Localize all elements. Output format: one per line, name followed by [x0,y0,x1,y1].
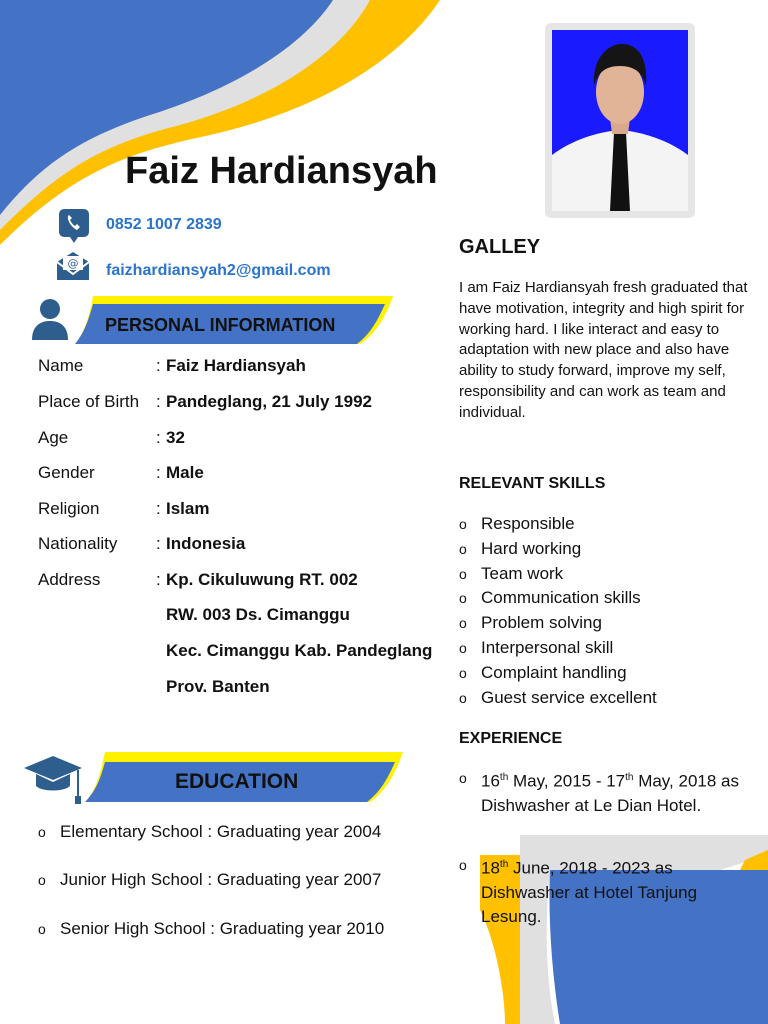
skill-item: o Guest service excellent [459,686,657,711]
skills-title: RELEVANT SKILLS [459,475,606,492]
info-colon: : [156,392,161,411]
info-row [38,392,372,412]
email-icon [55,250,91,282]
profile-photo [552,30,688,211]
person-icon [30,298,70,340]
info-value: Male [166,463,204,482]
education-item: o Junior High School : Graduating year 2007 [38,870,382,889]
info-row [38,356,306,376]
bullet: o [459,689,467,706]
info-label: Religion [38,499,100,518]
info-row [38,570,358,590]
email-address[interactable]: faizhardiansyah2@gmail.com [106,262,331,279]
experience-title: EXPERIENCE [459,730,563,747]
info-label: Age [38,428,69,447]
bullet: o [38,824,46,840]
skill-item: o Hard working [459,537,657,562]
skill-item: o Communication skills [459,586,657,611]
info-label: Place of Birth [38,392,140,411]
experience-item: o 18th June, 2018 - 2023 as Dishwasher at Hotel Tanjung Lesung. [459,853,759,929]
education-item: o Senior High School : Graduating year 2010 [38,919,385,938]
info-label: Address [38,570,101,589]
bullet: o [38,872,46,888]
info-colon: : [156,463,161,482]
info-row [38,428,185,448]
experience-item: o 16th May, 2015 - 17th May, 2018 as Dishwasher at Le Dian Hotel. [459,766,759,818]
phone-icon [58,208,90,244]
info-colon: : [156,534,161,553]
info-colon: : [156,570,161,589]
bullet: o [459,590,467,607]
info-value: Islam [166,499,210,518]
info-value: Indonesia [166,534,246,553]
address-line: Kec. Cimanggu Kab. Pandeglang [166,641,433,660]
bullet: o [459,615,467,632]
skill-item: o Responsible [459,512,657,537]
bullet: o [459,770,467,786]
info-row [38,499,209,519]
info-value: Faiz Hardiansyah [166,356,306,375]
education-item: o Elementary School : Graduating year 2004 [38,822,382,841]
bullet: o [459,565,467,582]
info-colon: : [156,499,161,518]
skill-item: o Team work [459,562,657,587]
info-value: Kp. Cikuluwung RT. 002 [166,570,358,589]
skill-item: o Interpersonal skill [459,636,657,661]
personal-info-title: PERSONAL INFORMATION [105,315,336,335]
phone-number[interactable]: 0852 1007 2839 [106,216,222,233]
info-value: 32 [166,428,185,447]
info-colon: : [156,356,161,375]
bullet: o [459,639,467,656]
bullet: o [459,516,467,532]
bullet: o [459,857,467,873]
candidate-name: Faiz Hardiansyah [125,150,438,192]
bullet: o [459,540,467,557]
info-colon: : [156,428,161,447]
skill-item: o Problem solving [459,611,657,636]
bullet: o [38,921,46,937]
bullet: o [459,664,467,681]
skills-list [459,512,657,710]
education-title: EDUCATION [175,770,299,793]
person-photo-icon [552,30,688,211]
position-title: GALLEY [459,236,541,258]
info-row [38,534,245,554]
graduation-cap-icon [22,752,84,806]
info-value: Pandeglang, 21 July 1992 [166,392,372,411]
info-row [38,463,204,483]
info-label: Nationality [38,534,118,553]
summary-text: I am Faiz Hardiansyah fresh graduated that have motivation, integrity and high spirit for working hard. I like interact and easy to adaptation with new place and also have ability to study forward, improve my self, responsibility and can work as team and individual. [459,279,748,421]
info-label: Name [38,356,84,375]
address-line: Prov. Banten [166,677,270,696]
skill-item: o Complaint handling [459,661,657,686]
address-line: RW. 003 Ds. Cimanggu [166,605,350,624]
svg-text:@: @ [67,257,79,270]
info-label: Gender [38,463,95,482]
